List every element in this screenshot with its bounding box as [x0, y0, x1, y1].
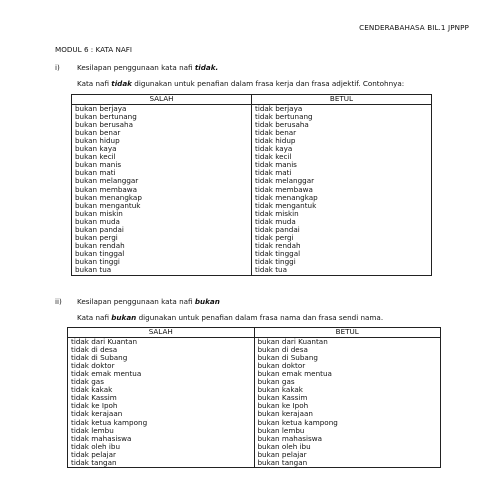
cell-betul: tidak melanggar	[252, 177, 432, 185]
cell-betul: tidak benar	[252, 129, 432, 137]
cell-betul: bukan Kassim	[254, 394, 441, 402]
cell-betul: bukan dari Kuantan	[254, 337, 441, 346]
cell-salah: bukan mengantuk	[72, 202, 252, 210]
table-row	[72, 161, 432, 169]
section-1-table	[71, 94, 432, 276]
section-2-title-text: Kesilapan penggunaan kata nafi	[77, 297, 195, 306]
cell-betul: bukan pelajar	[254, 451, 441, 459]
table-row	[72, 121, 432, 129]
table-row	[68, 451, 441, 459]
cell-salah: bukan benar	[72, 129, 252, 137]
cell-salah: bukan mati	[72, 169, 252, 177]
cell-salah: bukan bertunang	[72, 113, 252, 121]
cell-betul: bukan di Subang	[254, 354, 441, 362]
cell-betul: tidak mengantuk	[252, 202, 432, 210]
section-2-intro-keyword: bukan	[111, 313, 137, 322]
table-row	[72, 153, 432, 161]
section-1-number: i)	[55, 63, 60, 72]
table-header-row	[68, 328, 441, 338]
cell-betul: tidak berjaya	[252, 104, 432, 113]
cell-betul: tidak pergi	[252, 234, 432, 242]
cell-salah: bukan miskin	[72, 210, 252, 218]
cell-betul: tidak tinggi	[252, 258, 432, 266]
cell-betul: tidak muda	[252, 218, 432, 226]
table-row	[72, 258, 432, 266]
column-header-betul: BETUL	[254, 328, 441, 338]
section-1-title-text: Kesilapan penggunaan kata nafi	[77, 63, 195, 72]
section-1-table-body	[72, 104, 432, 275]
cell-salah: bukan hidup	[72, 137, 252, 145]
table-row	[72, 218, 432, 226]
cell-salah: tidak ketua kampong	[68, 419, 255, 427]
cell-salah: tidak gas	[68, 378, 255, 386]
cell-betul: bukan mahasiswa	[254, 435, 441, 443]
table-row	[68, 386, 441, 394]
cell-betul: bukan ke Ipoh	[254, 402, 441, 410]
cell-salah: tidak Kassim	[68, 394, 255, 402]
table-row	[72, 129, 432, 137]
cell-salah: tidak lembu	[68, 427, 255, 435]
cell-betul: tidak menangkap	[252, 194, 432, 202]
cell-salah: bukan menangkap	[72, 194, 252, 202]
section-2-title	[55, 297, 220, 306]
section-1-intro-end: digunakan untuk penafian dalam frasa kerja dan frasa adjektif. Contohnya:	[131, 79, 405, 88]
table-row	[72, 266, 432, 275]
page-header: CENDERABAHASA BIL.1 JPNPP	[359, 23, 469, 32]
cell-salah: bukan berusaha	[72, 121, 252, 129]
table-row	[68, 354, 441, 362]
cell-betul: tidak pandai	[252, 226, 432, 234]
section-2-intro	[77, 313, 383, 322]
cell-salah: tidak ke Ipoh	[68, 402, 255, 410]
cell-betul: tidak kecil	[252, 153, 432, 161]
table-row	[72, 145, 432, 153]
section-2-intro-start: Kata nafi	[77, 313, 112, 322]
section-2-table	[67, 327, 441, 468]
cell-salah: bukan membawa	[72, 186, 252, 194]
table-row	[68, 443, 441, 451]
cell-salah: bukan manis	[72, 161, 252, 169]
cell-betul: bukan tangan	[254, 459, 441, 468]
cell-salah: tidak pelajar	[68, 451, 255, 459]
section-1-intro	[77, 79, 404, 88]
cell-salah: tidak mahasiswa	[68, 435, 255, 443]
cell-salah: bukan rendah	[72, 242, 252, 250]
cell-betul: bukan kakak	[254, 386, 441, 394]
cell-betul: bukan gas	[254, 378, 441, 386]
table-row	[68, 378, 441, 386]
cell-betul: bukan emak mentua	[254, 370, 441, 378]
table-row	[68, 419, 441, 427]
table-header-row	[72, 95, 432, 105]
cell-salah: bukan tua	[72, 266, 252, 275]
cell-salah: bukan muda	[72, 218, 252, 226]
table-row	[72, 202, 432, 210]
table-row	[68, 337, 441, 346]
section-2-number: ii)	[55, 297, 62, 306]
cell-betul: tidak rendah	[252, 242, 432, 250]
cell-betul: bukan ketua kampong	[254, 419, 441, 427]
section-1-title	[55, 63, 218, 72]
cell-betul: tidak tinggal	[252, 250, 432, 258]
section-1-title-keyword: tidak.	[194, 63, 219, 72]
table-row	[68, 370, 441, 378]
table-row	[72, 242, 432, 250]
cell-betul: bukan doktor	[254, 362, 441, 370]
section-2-title-keyword: bukan	[194, 297, 220, 306]
column-header-salah: SALAH	[72, 95, 252, 105]
cell-salah: bukan berjaya	[72, 104, 252, 113]
cell-salah: tidak di desa	[68, 346, 255, 354]
section-1-intro-keyword: tidak	[111, 79, 132, 88]
table-row	[72, 250, 432, 258]
cell-salah: tidak oleh ibu	[68, 443, 255, 451]
cell-betul: tidak tua	[252, 266, 432, 275]
cell-salah: tidak kakak	[68, 386, 255, 394]
cell-salah: bukan pergi	[72, 234, 252, 242]
cell-betul: tidak mati	[252, 169, 432, 177]
cell-salah: bukan tinggal	[72, 250, 252, 258]
cell-salah: tidak dari Kuantan	[68, 337, 255, 346]
section-1-intro-start: Kata nafi	[77, 79, 112, 88]
cell-salah: bukan pandai	[72, 226, 252, 234]
table-row	[72, 226, 432, 234]
cell-betul: tidak kaya	[252, 145, 432, 153]
column-header-salah: SALAH	[68, 328, 255, 338]
table-row	[68, 435, 441, 443]
cell-betul: tidak berusaha	[252, 121, 432, 129]
column-header-betul: BETUL	[252, 95, 432, 105]
cell-salah: tidak di Subang	[68, 354, 255, 362]
cell-betul: bukan oleh ibu	[254, 443, 441, 451]
cell-betul: tidak manis	[252, 161, 432, 169]
cell-betul: bukan di desa	[254, 346, 441, 354]
table-row	[72, 234, 432, 242]
cell-salah: bukan melanggar	[72, 177, 252, 185]
cell-betul: bukan kerajaan	[254, 410, 441, 418]
table-row	[68, 394, 441, 402]
table-row	[68, 459, 441, 468]
module-title: MODUL 6 : KATA NAFI	[55, 45, 133, 54]
cell-salah: tidak emak mentua	[68, 370, 255, 378]
cell-salah: tidak kerajaan	[68, 410, 255, 418]
cell-betul: tidak membawa	[252, 186, 432, 194]
section-2-intro-end: digunakan untuk penafian dalam frasa nama dan frasa sendi nama.	[136, 313, 384, 322]
cell-salah: bukan kecil	[72, 153, 252, 161]
table-row	[68, 402, 441, 410]
cell-salah: tidak doktor	[68, 362, 255, 370]
cell-betul: tidak bertunang	[252, 113, 432, 121]
section-2-table-body	[68, 337, 441, 468]
table-row	[72, 210, 432, 218]
cell-betul: bukan lembu	[254, 427, 441, 435]
cell-betul: tidak miskin	[252, 210, 432, 218]
table-row	[72, 137, 432, 145]
cell-salah: tidak tangan	[68, 459, 255, 468]
cell-salah: bukan kaya	[72, 145, 252, 153]
cell-salah: bukan tinggi	[72, 258, 252, 266]
cell-betul: tidak hidup	[252, 137, 432, 145]
